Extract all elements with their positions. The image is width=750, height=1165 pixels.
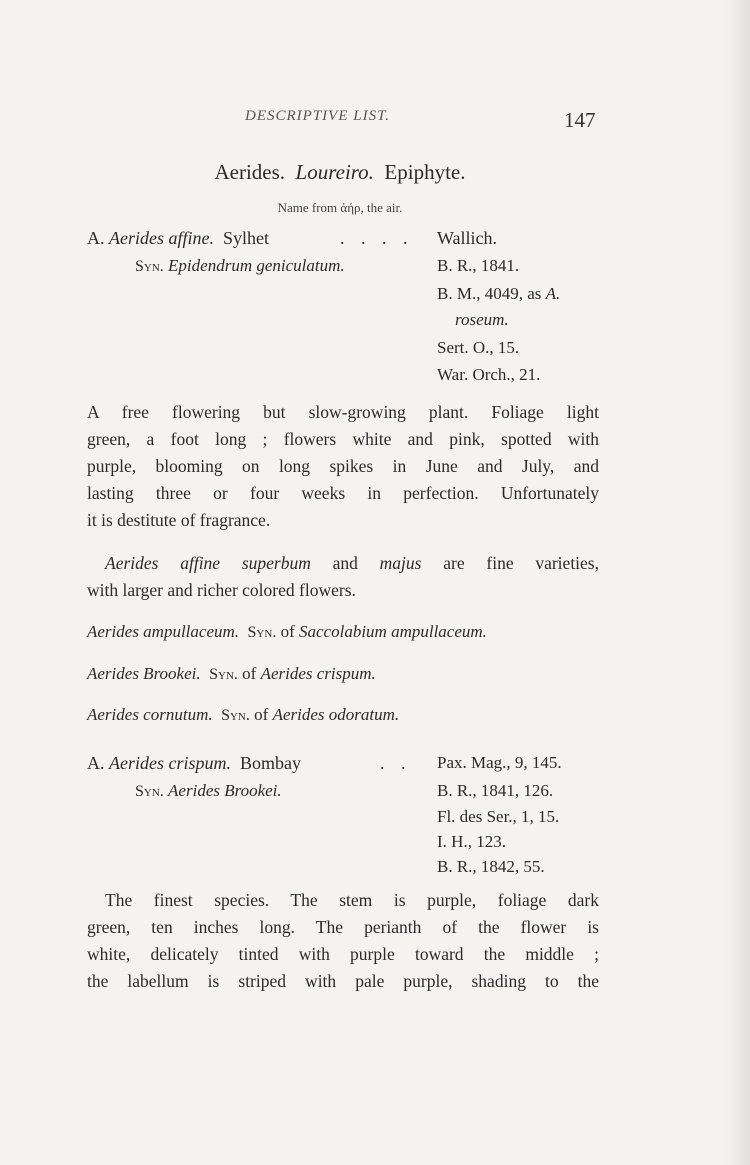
synonym-line: Aerides ampullaceum. Syn. of Saccolabium ampullaceum. [87, 622, 487, 641]
text-line: A free flowering but slow-growing plant. Foliage light [87, 402, 599, 422]
text-line: The finest species. The stem is purple, foliage dark [105, 890, 599, 910]
entry-affine-heading [87, 228, 269, 249]
synonym-name: Epidendrum geniculatum. [168, 256, 345, 275]
description-paragraph [87, 399, 599, 534]
text-line: it is destitute of fragrance. [87, 510, 271, 530]
reference: War. Orch., 21. [437, 365, 541, 384]
description-paragraph [87, 887, 599, 995]
locality: Sylhet [222, 228, 269, 248]
species-name: Aerides crispum. [109, 753, 231, 773]
genus-name: Aerides. [214, 160, 286, 184]
dot-leader: . . . . [340, 228, 414, 248]
synonym-line: Aerides cornutum. Syn. of Aerides odoratum. [87, 705, 400, 724]
text-line: lasting three or four weeks in perfection. Unfortunately [87, 483, 599, 503]
reference: B. R., 1842, 55. [437, 857, 545, 876]
reference: I. H., 123. [437, 832, 506, 851]
reference: B. M., 4049, as A. [437, 284, 561, 303]
text-line: Aerides affine superbum and majus are fine varieties, [105, 553, 599, 573]
running-head: DESCRIPTIVE LIST. [245, 108, 391, 124]
genus-author: Loureiro. [295, 160, 374, 184]
entry-marker: A. [87, 228, 105, 248]
entry-affine-synonym [135, 256, 345, 276]
etymology-note: Name from ἀήρ, the air. [277, 200, 403, 215]
entry-crispum-synonym [135, 781, 282, 801]
text-line: green, ten inches long. The perianth of the flower is [87, 917, 599, 937]
page-edge-shadow [725, 0, 750, 1165]
synonym-name: Aerides Brookei. [168, 781, 282, 800]
text-line: purple, blooming on long spikes in June and July, and [87, 456, 599, 476]
genus-heading [0, 160, 680, 185]
entry-crispum-heading [87, 753, 301, 774]
text-line: the labellum is striped with pale purple, shading to the [87, 971, 599, 991]
page-number: 147 [564, 108, 596, 132]
text-line: green, a foot long ; flowers white and pink, spotted with [87, 429, 599, 449]
text-line: white, delicately tinted with purple toward the middle ; [87, 944, 599, 964]
entry-marker: A. [87, 753, 105, 773]
reference-continued: roseum. [455, 310, 509, 329]
reference: B. R., 1841. [437, 256, 520, 275]
varieties-paragraph [87, 550, 599, 604]
species-name: Aerides affine. [109, 228, 214, 248]
reference: Fl. des Ser., 1, 15. [437, 807, 560, 826]
reference: Sert. O., 15. [437, 338, 520, 357]
synonym-line: Aerides Brookei. Syn. of Aerides crispum. [87, 664, 376, 683]
reference: B. R., 1841, 126. [437, 781, 554, 800]
reference: Wallich. [437, 228, 498, 248]
text-line: with larger and richer colored flowers. [87, 580, 356, 600]
locality: Bombay [239, 753, 301, 773]
syn-label: Syn. [135, 258, 164, 275]
genus-habit: Epiphyte. [384, 160, 466, 184]
dot-leader: . . [380, 753, 412, 773]
syn-label: Syn. [135, 783, 164, 800]
reference: Pax. Mag., 9, 145. [437, 753, 562, 772]
